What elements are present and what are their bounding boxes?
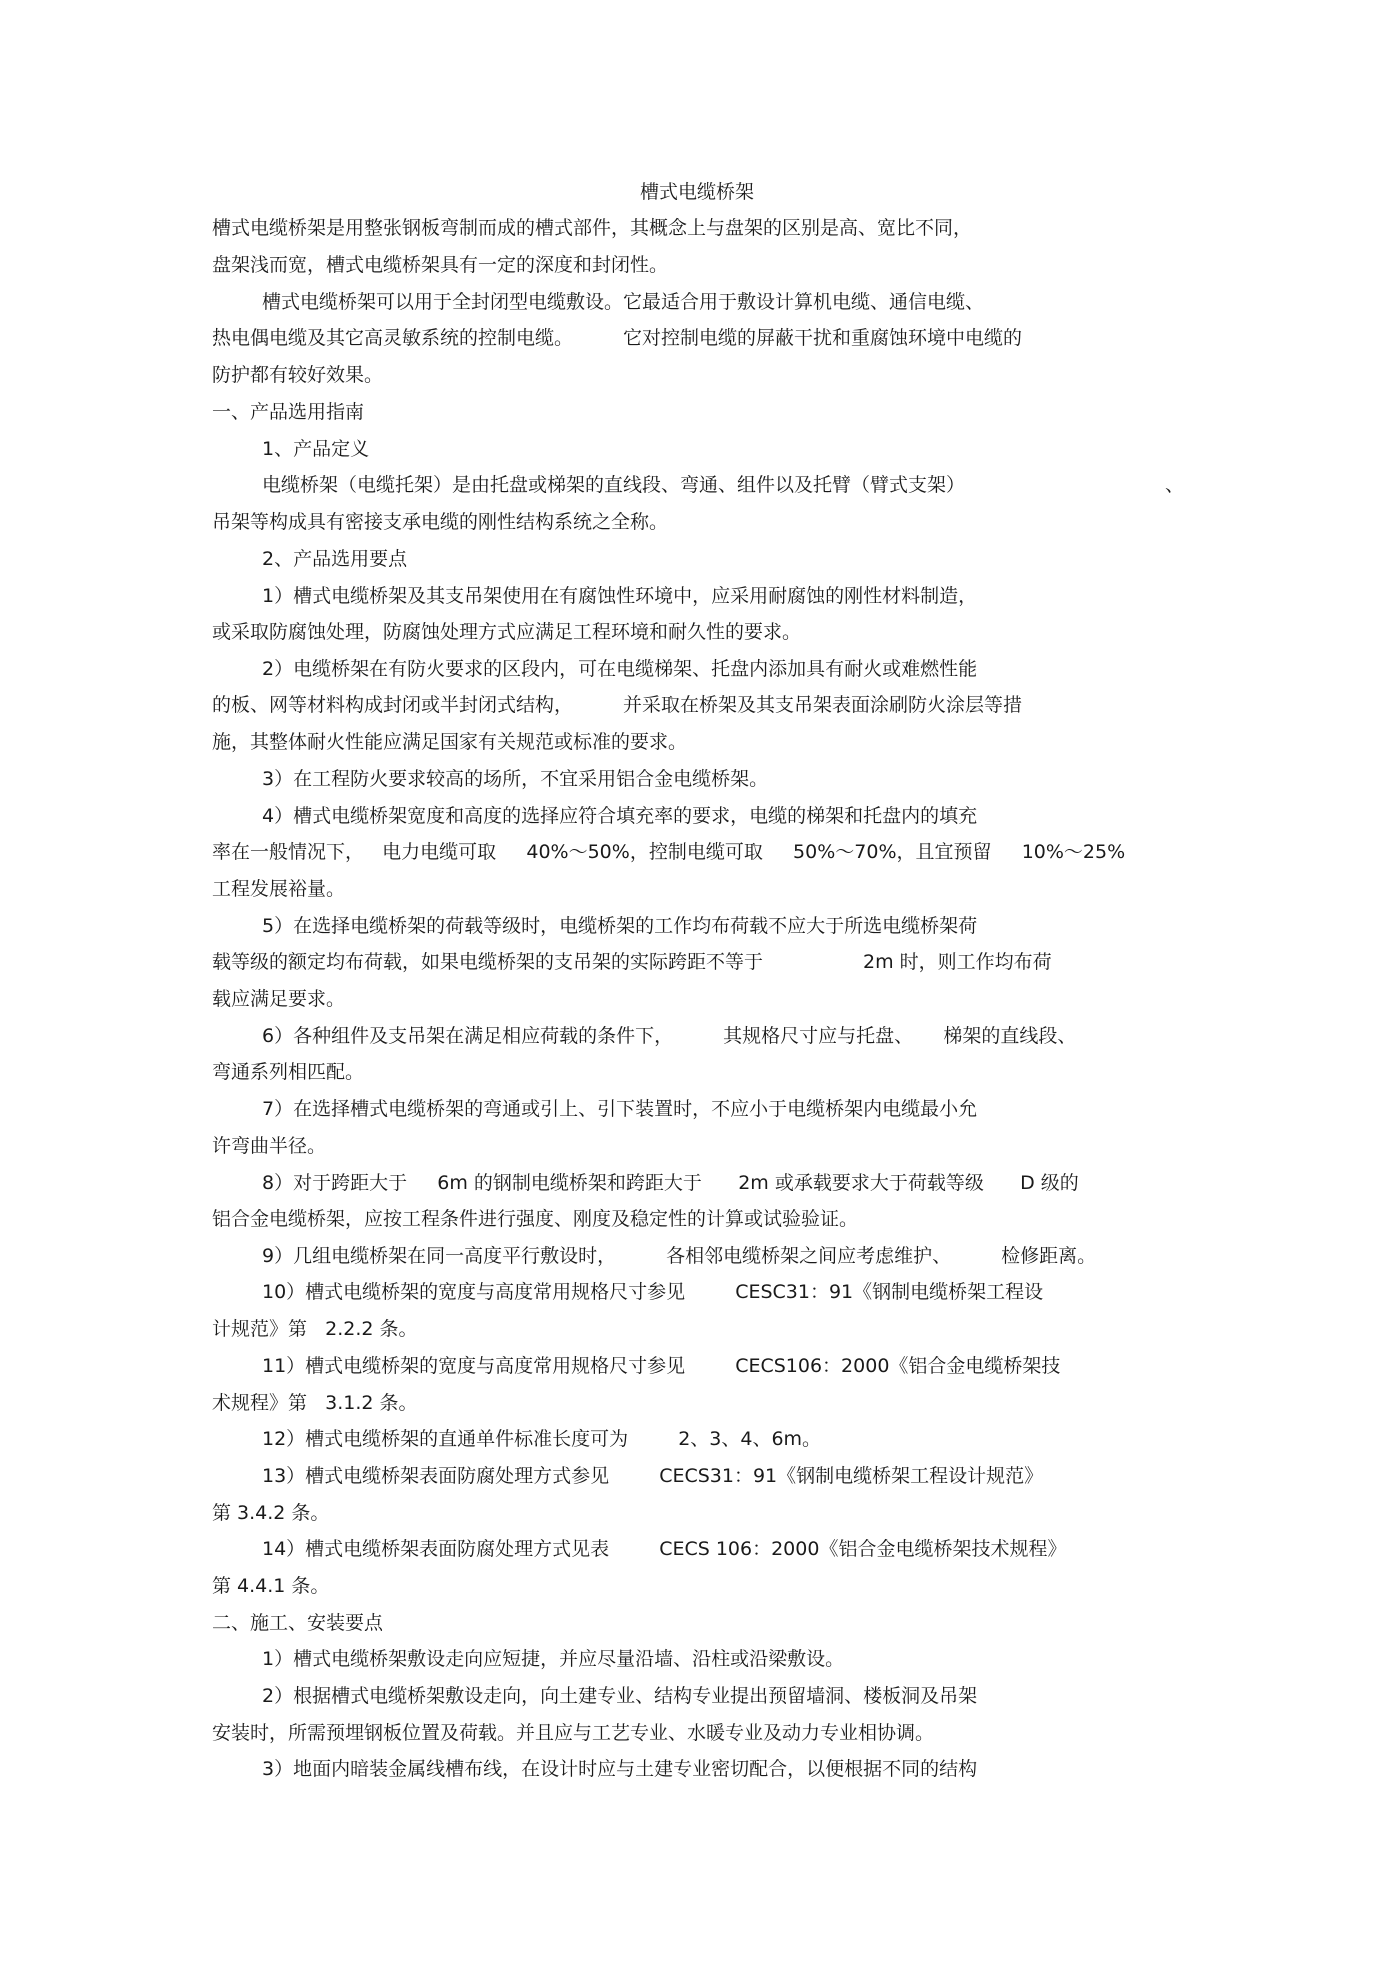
paragraph-line: 4）槽式电缆桥架宽度和高度的选择应符合填充率的要求，电缆的梯架和托盘内的填充 [262, 805, 978, 827]
subsection-heading: 1、产品定义 [262, 438, 370, 460]
paragraph-line: 热电偶电缆及其它高灵敏系统的控制电缆。 它对控制电缆的屏蔽干扰和重腐蚀环境中电缆的 [212, 327, 1023, 349]
paragraph-line: 6）各种组件及支吊架在满足相应荷载的条件下， 其规格尺寸应与托盘、 梯架的直线段、 [262, 1025, 1077, 1047]
paragraph-line: 工程发展裕量。 [212, 878, 346, 900]
paragraph-line: 盘架浅而宽，槽式电缆桥架具有一定的深度和封闭性。 [212, 254, 669, 276]
paragraph-line: 1）槽式电缆桥架及其支吊架使用在有腐蚀性环境中，应采用耐腐蚀的刚性材料制造， [262, 585, 978, 607]
paragraph-line: 7）在选择槽式电缆桥架的弯通或引上、引下装置时，不应小于电缆桥架内电缆最小允 [262, 1098, 978, 1120]
paragraph-line: 1）槽式电缆桥架敷设走向应短捷，并应尽量沿墙、沿柱或沿梁敷设。 [262, 1648, 845, 1670]
paragraph-line: 13）槽式电缆桥架表面防腐处理方式参见 CECS31：91《钢制电缆桥架工程设计规范》 [262, 1465, 1044, 1487]
paragraph-line: 12）槽式电缆桥架的直通单件标准长度可为 2、3、4、6m。 [262, 1428, 822, 1450]
paragraph-line: 第 4.4.1 条。 [212, 1575, 330, 1597]
paragraph-line: 第 3.4.2 条。 [212, 1502, 330, 1524]
paragraph-line: 铝合金电缆桥架，应按工程条件进行强度、刚度及稳定性的计算或试验验证。 [212, 1208, 859, 1230]
paragraph-line: 14）槽式电缆桥架表面防腐处理方式见表 CECS 106：2000《铝合金电缆桥架技术规程》 [262, 1538, 1067, 1560]
section-heading: 一、产品选用指南 [212, 401, 365, 423]
paragraph-line: 吊架等构成具有密接支承电缆的刚性结构系统之全称。 [212, 511, 669, 533]
paragraph-line: 11）槽式电缆桥架的宽度与高度常用规格尺寸参见 CECS106：2000《铝合金电缆桥架技 [262, 1355, 1061, 1377]
paragraph-line: 载等级的额定均布荷载，如果电缆桥架的支吊架的实际跨距不等于 2m 时，则工作均布荷 [212, 951, 1052, 973]
paragraph-line: 2）电缆桥架在有防火要求的区段内，可在电缆梯架、托盘内添加具有耐火或难燃性能 [262, 658, 978, 680]
paragraph-line: 电缆桥架（电缆托架）是由托盘或梯架的直线段、弯通、组件以及托臂（臂式支架） [262, 474, 966, 496]
paragraph-line: 3）地面内暗装金属线槽布线，在设计时应与土建专业密切配合，以便根据不同的结构 [262, 1758, 978, 1780]
paragraph-line: 施，其整体耐火性能应满足国家有关规范或标准的要求。 [212, 731, 688, 753]
paragraph-line: 9）几组电缆桥架在同一高度平行敷设时， 各相邻电缆桥架之间应考虑维护、 检修距离。 [262, 1245, 1097, 1267]
paragraph-line: 计规范》第 2.2.2 条。 [212, 1318, 418, 1340]
paragraph-line: 载应满足要求。 [212, 988, 346, 1010]
paragraph-line: 5）在选择电缆桥架的荷载等级时，电缆桥架的工作均布荷载不应大于所选电缆桥架荷 [262, 915, 978, 937]
paragraph-line: 率在一般情况下， 电力电缆可取 40%～50%，控制电缆可取 50%～70%，且宜预留 10%～25% [212, 841, 1126, 863]
paragraph-line: 术规程》第 3.1.2 条。 [212, 1392, 418, 1414]
section-heading: 二、施工、安装要点 [212, 1612, 384, 1634]
paragraph-line: 10）槽式电缆桥架的宽度与高度常用规格尺寸参见 CESC31：91《钢制电缆桥架工程设 [262, 1281, 1044, 1303]
paragraph-line: 弯通系列相匹配。 [212, 1061, 365, 1083]
paragraph-line: 8）对于跨距大于 6m 的钢制电缆桥架和跨距大于 2m 或承载要求大于荷载等级 D 级的 [262, 1172, 1079, 1194]
subsection-heading: 2、产品选用要点 [262, 548, 408, 570]
paragraph-line: 安装时，所需预埋钢板位置及荷载。并且应与工艺专业、水暖专业及动力专业相协调。 [212, 1722, 935, 1744]
document-title: 槽式电缆桥架 [639, 181, 754, 203]
paragraph-line: 防护都有较好效果。 [212, 364, 384, 386]
paragraph-line: 或采取防腐蚀处理，防腐蚀处理方式应满足工程环境和耐久性的要求。 [212, 621, 802, 643]
paragraph-line: 槽式电缆桥架是用整张钢板弯制而成的槽式部件，其概念上与盘架的区别是高、宽比不同， [212, 217, 973, 239]
paragraph-line: 3）在工程防火要求较高的场所，不宜采用铝合金电缆桥架。 [262, 768, 769, 790]
paragraph-line: 、 [1165, 474, 1185, 496]
paragraph-line: 槽式电缆桥架可以用于全封闭型电缆敷设。它最适合用于敷设计算机电缆、通信电缆、 [262, 291, 985, 313]
paragraph-line: 许弯曲半径。 [212, 1135, 327, 1157]
paragraph-line: 的板、网等材料构成封闭或半封闭式结构， 并采取在桥架及其支吊架表面涂刷防火涂层等措 [212, 694, 1023, 716]
paragraph-line: 2）根据槽式电缆桥架敷设走向，向土建专业、结构专业提出预留墙洞、楼板洞及吊架 [262, 1685, 978, 1707]
